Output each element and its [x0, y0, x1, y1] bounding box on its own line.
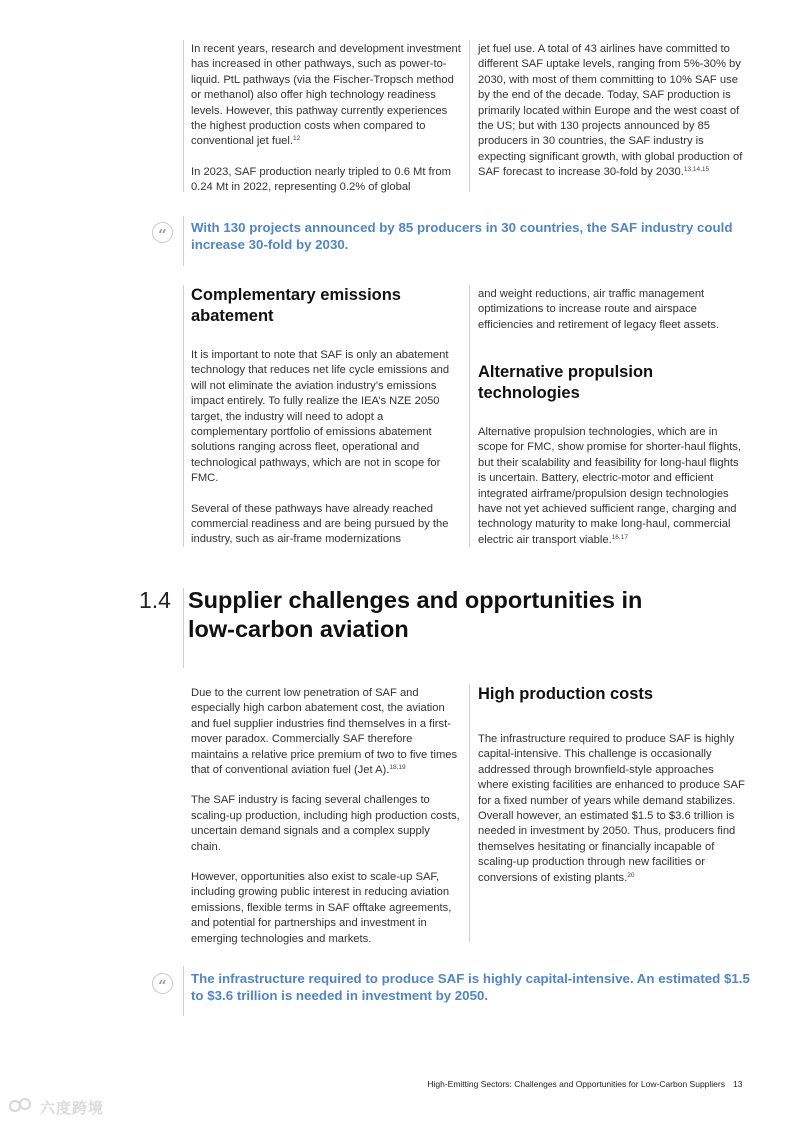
column-rule-bottom-right	[469, 684, 470, 942]
watermark-text: 六度跨境	[40, 1100, 105, 1117]
high-costs-text	[478, 732, 746, 886]
paragraph-challenges: The SAF industry is facing several challenges to scaling-up production, including high production costs, uncertain demand signals and a complex supply chain.	[191, 794, 460, 853]
quote-rule	[183, 216, 184, 266]
complementary-right-column	[478, 287, 746, 333]
column-rule-mid-right	[469, 285, 470, 547]
section-rule	[183, 588, 184, 668]
heading-alternative-propulsion: Alternative propulsion technologies	[478, 363, 654, 402]
paragraph-propulsion: Alternative propulsion technologies, which are in scope for FMC, show promise for shorter-haul flights, but their scalability and feasibility for long-haul flights is uncertain. Battery, electric-motor and efficient integrated airframe/propulsion design technologies have not yet achieved sufficient range, charging and technology maturity to make long-haul, commercial electric air transport viable.$^{16,17}$	[478, 426, 741, 546]
paragraph-airlines: jet fuel use. A total of 43 airlines have committed to different SAF uptake levels, ranging from 5%-30% by 2030, with most of them committing to 10% SAF use by the end of the decade. Today, SAF production is primarily located within Europe and the west coast of the US; but with 130 projects announced by 85 producers in 30 countries, the SAF industry is expecting significant growth, with global production of SAF forecast to increase 30-fold by 2030.$^{13,14,15}$	[478, 43, 743, 179]
quote-icon: “	[152, 222, 173, 243]
alternative-propulsion-text	[478, 425, 746, 548]
complementary-left-column	[191, 348, 461, 548]
paragraph-opportunities: However, opportunities also exist to scale-up SAF, including growing public interest in reducing aviation emissions, flexible terms in SAF offtake agreements, and potential for partnerships and investment in emerging technologies and markets.	[191, 871, 452, 945]
column-rule-mid-left	[183, 285, 184, 547]
quote-rule	[183, 966, 184, 1016]
top-left-column	[191, 42, 461, 196]
paragraph-abatement: It is important to note that SAF is only an abatement technology that reduces net life cycle emissions and will not eliminate the aviation industry’s emissions impact entirely. To fully realize the IEA’s NZE 2050 target, the industry will need to adopt a complementary portfolio of emissions abatement solutions ranging across fleet, operational and technological pathways, which are not in scope for FMC.	[191, 349, 450, 485]
section-title: Supplier challenges and opportunities in low-carbon aviation	[188, 587, 643, 642]
paragraph-ptl: In recent years, research and development investment has increased in other pathways, such as power-to-liquid. PtL pathways (via the Fischer-Tropsch method or methanol) also offer high technology readiness levels. However, this pathway currently experiences the highest production costs when compared to conventional jet fuel.$^{12}$	[191, 43, 461, 148]
section-number: 1.4	[139, 587, 171, 613]
paragraph-saf-2023: In 2023, SAF production nearly tripled to 0.6 Mt from 0.24 Mt in 2022, representing 0.2% of global	[191, 165, 451, 194]
pull-quote-saf-growth: With 130 projects announced by 85 producers in 30 countries, the SAF industry could increase 30-fold by 2030.	[191, 220, 733, 252]
supplier-left-column	[191, 686, 461, 947]
quote-icon: “	[152, 973, 173, 994]
heading-high-production-costs: High production costs	[478, 685, 654, 703]
top-right-column	[478, 42, 746, 181]
watermark-logo-icon	[8, 1097, 36, 1113]
page-number: 13	[733, 1079, 743, 1089]
pull-quote-investment: The infrastructure required to produce SAF is highly capital-intensive. An estimated $1.5 to $3.6 trillion is needed in investment by 2050.	[191, 971, 750, 1003]
paragraph-pathways: Several of these pathways have already reached commercial readiness and are being pursued by the industry, such as air-frame modernizations	[191, 502, 449, 546]
heading-complementary-abatement: Complementary emissions abatement	[191, 286, 401, 325]
column-rule-top-right	[469, 40, 470, 192]
footer-title: High-Emitting Sectors: Challenges and Opportunities for Low-Carbon Suppliers	[427, 1079, 725, 1089]
paragraph-first-mover: Due to the current low penetration of SAF and especially high carbon abatement cost, the aviation and fuel supplier industries find themselves in a first-mover paradox. Commercially SAF therefore maintains a relative price premium of two to five times that of conventional aviation fuel (Jet A).$^{18,19}$	[191, 687, 458, 777]
paragraph-weight-reductions: and weight reductions, air traffic management optimizations to increase route and airspace efficiencies and retirement of legacy fleet assets.	[478, 288, 720, 331]
column-rule-top-left	[183, 40, 184, 192]
paragraph-infrastructure: The infrastructure required to produce SAF is highly capital-intensive. This challenge is occasionally addressed through brownfield-style approaches where existing facilities are enhanced to produce SAF for a fixed number of years while demand stabilizes. Overall however, an estimated $1.5 to $3.6 trillion is needed in investment by 2050. Thus, producers find themselves hesitating or financially incapable of scaling-up production through new facilities or conversions of existing plants.$^{20}$	[478, 733, 745, 884]
